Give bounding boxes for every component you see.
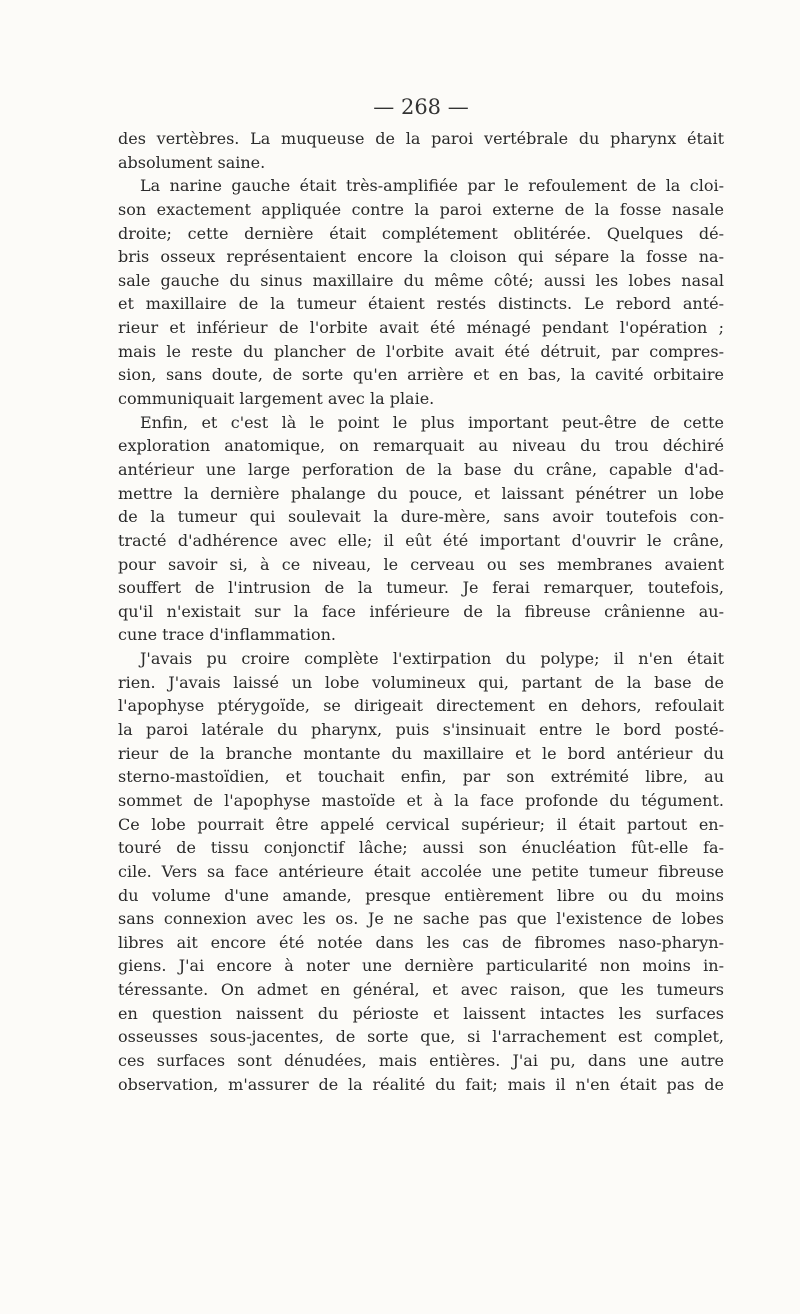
text-line: sterno-mastoïdien, et touchait enfin, par son extrémité libre, au — [118, 767, 724, 787]
page-number: — 268 — — [373, 95, 469, 119]
text-line: souffert de l'intrusion de la tumeur. Je ferai remarquer, toutefois, — [118, 578, 724, 598]
text-line: qu'il n'existait sur la face inférieure de la fibreuse crânienne au- — [118, 601, 724, 621]
text-line: J'avais pu croire complète l'extirpation du polype; il n'en était — [140, 649, 724, 669]
text-line: cile. Vers sa face antérieure était accolée une petite tumeur fibreuse — [118, 861, 724, 881]
text-line: touré de tissu conjonctif lâche; aussi son énucléation fût-elle fa- — [118, 838, 724, 858]
text-line: absolument saine. — [118, 152, 266, 172]
text-line: droite; cette dernière était complétement oblitérée. Quelques dé- — [118, 223, 724, 243]
text-line: téressante. On admet en général, et avec raison, que les tumeurs — [118, 980, 724, 1000]
text-body — [118, 127, 724, 1096]
text-line: cune trace d'inflammation. — [118, 625, 336, 645]
text-line: rien. J'avais laissé un lobe volumineux qui, partant de la base de — [118, 672, 724, 692]
text-line: La narine gauche était très-amplifiée par le refoulement de la cloi- — [140, 176, 724, 196]
text-line: son exactement appliquée contre la paroi externe de la fosse nasale — [118, 199, 724, 219]
text-line: la paroi latérale du pharynx, puis s'insinuait entre le bord posté- — [118, 720, 724, 740]
text-line: rieur et inférieur de l'orbite avait été ménagé pendant l'opération ; — [118, 318, 724, 338]
text-line: pour savoir si, à ce niveau, le cerveau ou ses membranes avaient — [118, 554, 724, 574]
text-line: antérieur une large perforation de la base du crâne, capable d'ad- — [118, 459, 724, 479]
text-line: tracté d'adhérence avec elle; il eût été important d'ouvrir le crâne, — [118, 530, 724, 550]
text-line: des vertèbres. La muqueuse de la paroi vertébrale du pharynx était — [118, 129, 724, 148]
text-line: en question naissent du périoste et laissent intactes les surfaces — [118, 1003, 724, 1023]
text-line: sommet de l'apophyse mastoïde et à la face profonde du tégument. — [118, 790, 724, 810]
text-line: giens. J'ai encore à noter une dernière particularité non moins in- — [118, 956, 724, 976]
text-line: l'apophyse ptérygoïde, se dirigeait directement en dehors, refoulait — [118, 696, 724, 716]
text-line: sans connexion avec les os. Je ne sache pas que l'existence de lobes — [118, 909, 724, 929]
text-line: libres ait encore été notée dans les cas de fibromes naso-pharyn- — [118, 932, 724, 952]
text-line: sion, sans doute, de sorte qu'en arrière et en bas, la cavité orbitaire — [118, 365, 724, 385]
text-line: du volume d'une amande, presque entièrement libre ou du moins — [118, 885, 724, 905]
text-line: communiquait largement avec la plaie. — [118, 389, 435, 409]
text-line: bris osseux représentaient encore la cloison qui sépare la fosse na- — [118, 247, 724, 267]
text-line: Enfin, et c'est là le point le plus important peut-être de cette — [140, 412, 724, 432]
text-line: ces surfaces sont dénudées, mais entières. J'ai pu, dans une autre — [118, 1050, 724, 1070]
text-line: exploration anatomique, on remarquait au niveau du trou déchiré — [118, 436, 724, 456]
text-line: mettre la dernière phalange du pouce, et laissant pénétrer un lobe — [118, 483, 724, 503]
text-line: sale gauche du sinus maxillaire du même côté; aussi les lobes nasal — [118, 270, 724, 290]
text-line: mais le reste du plancher de l'orbite avait été détruit, par compres- — [118, 341, 724, 361]
book-page — [118, 93, 724, 1096]
text-line: Ce lobe pourrait être appelé cervical supérieur; il était partout en- — [118, 814, 724, 834]
text-line: rieur de la branche montante du maxillaire et le bord antérieur du — [118, 743, 724, 763]
text-line: observation, m'assurer de la réalité du fait; mais il n'en était pas de — [118, 1074, 724, 1094]
text-line: osseusses sous-jacentes, de sorte que, si l'arrachement est complet, — [118, 1027, 724, 1047]
text-line: et maxillaire de la tumeur étaient restés distincts. Le rebord anté- — [118, 294, 724, 314]
text-line: de la tumeur qui soulevait la dure-mère, sans avoir toutefois con- — [118, 507, 724, 527]
